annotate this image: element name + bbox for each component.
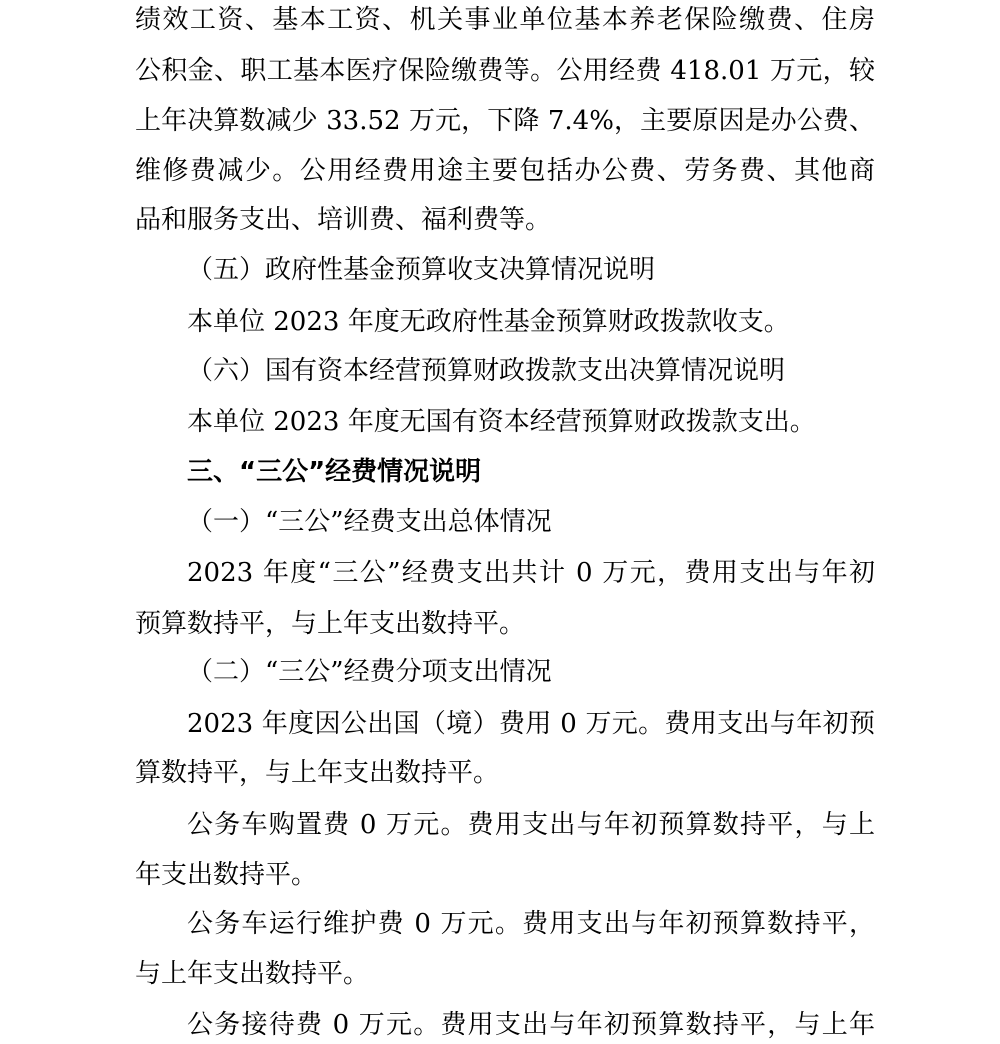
body-text-line: 与上年支出数持平。 xyxy=(135,959,370,989)
section-heading-5: （五）政府性基金预算收支决算情况说明 xyxy=(187,255,656,285)
body-text-line: 本单位 2023 年度无政府性基金预算财政拨款收支。 xyxy=(187,307,790,337)
body-text-line: 维修费减少。公用经费用途主要包括办公费、劳务费、其他商 xyxy=(135,156,875,186)
body-text-line: 上年决算数减少 33.52 万元，下降 7.4%，主要原因是办公费、 xyxy=(135,106,875,136)
body-text-line: 预算数持平，与上年支出数持平。 xyxy=(135,609,526,639)
body-text-line: 2023 年度因公出国（境）费用 0 万元。费用支出与年初预 xyxy=(187,709,875,739)
body-text-line: 绩效工资、基本工资、机关事业单位基本养老保险缴费、住房 xyxy=(135,5,875,35)
section-heading-1: （一）“三公”经费支出总体情况 xyxy=(187,507,552,537)
body-text-line: 公积金、职工基本医疗保险缴费等。公用经费 418.01 万元，较 xyxy=(135,56,875,86)
body-text-line: 公务接待费 0 万元。费用支出与年初预算数持平，与上年 xyxy=(187,1010,875,1040)
section-heading-2: （二）“三公”经费分项支出情况 xyxy=(187,657,552,687)
chapter-heading-3: 三、“三公”经费情况说明 xyxy=(187,457,482,487)
body-text-line: 算数持平，与上年支出数持平。 xyxy=(135,758,500,788)
body-text-line: 品和服务支出、培训费、福利费等。 xyxy=(135,205,552,235)
body-text-line: 公务车购置费 0 万元。费用支出与年初预算数持平，与上 xyxy=(187,810,875,840)
body-text-line: 公务车运行维护费 0 万元。费用支出与年初预算数持平， xyxy=(187,909,875,939)
body-text-line: 2023 年度“三公”经费支出共计 0 万元，费用支出与年初 xyxy=(187,558,875,588)
section-heading-6: （六）国有资本经营预算财政拨款支出决算情况说明 xyxy=(187,356,786,386)
body-text-line: 年支出数持平。 xyxy=(135,860,318,890)
body-text-line: 本单位 2023 年度无国有资本经营预算财政拨款支出。 xyxy=(187,407,816,437)
